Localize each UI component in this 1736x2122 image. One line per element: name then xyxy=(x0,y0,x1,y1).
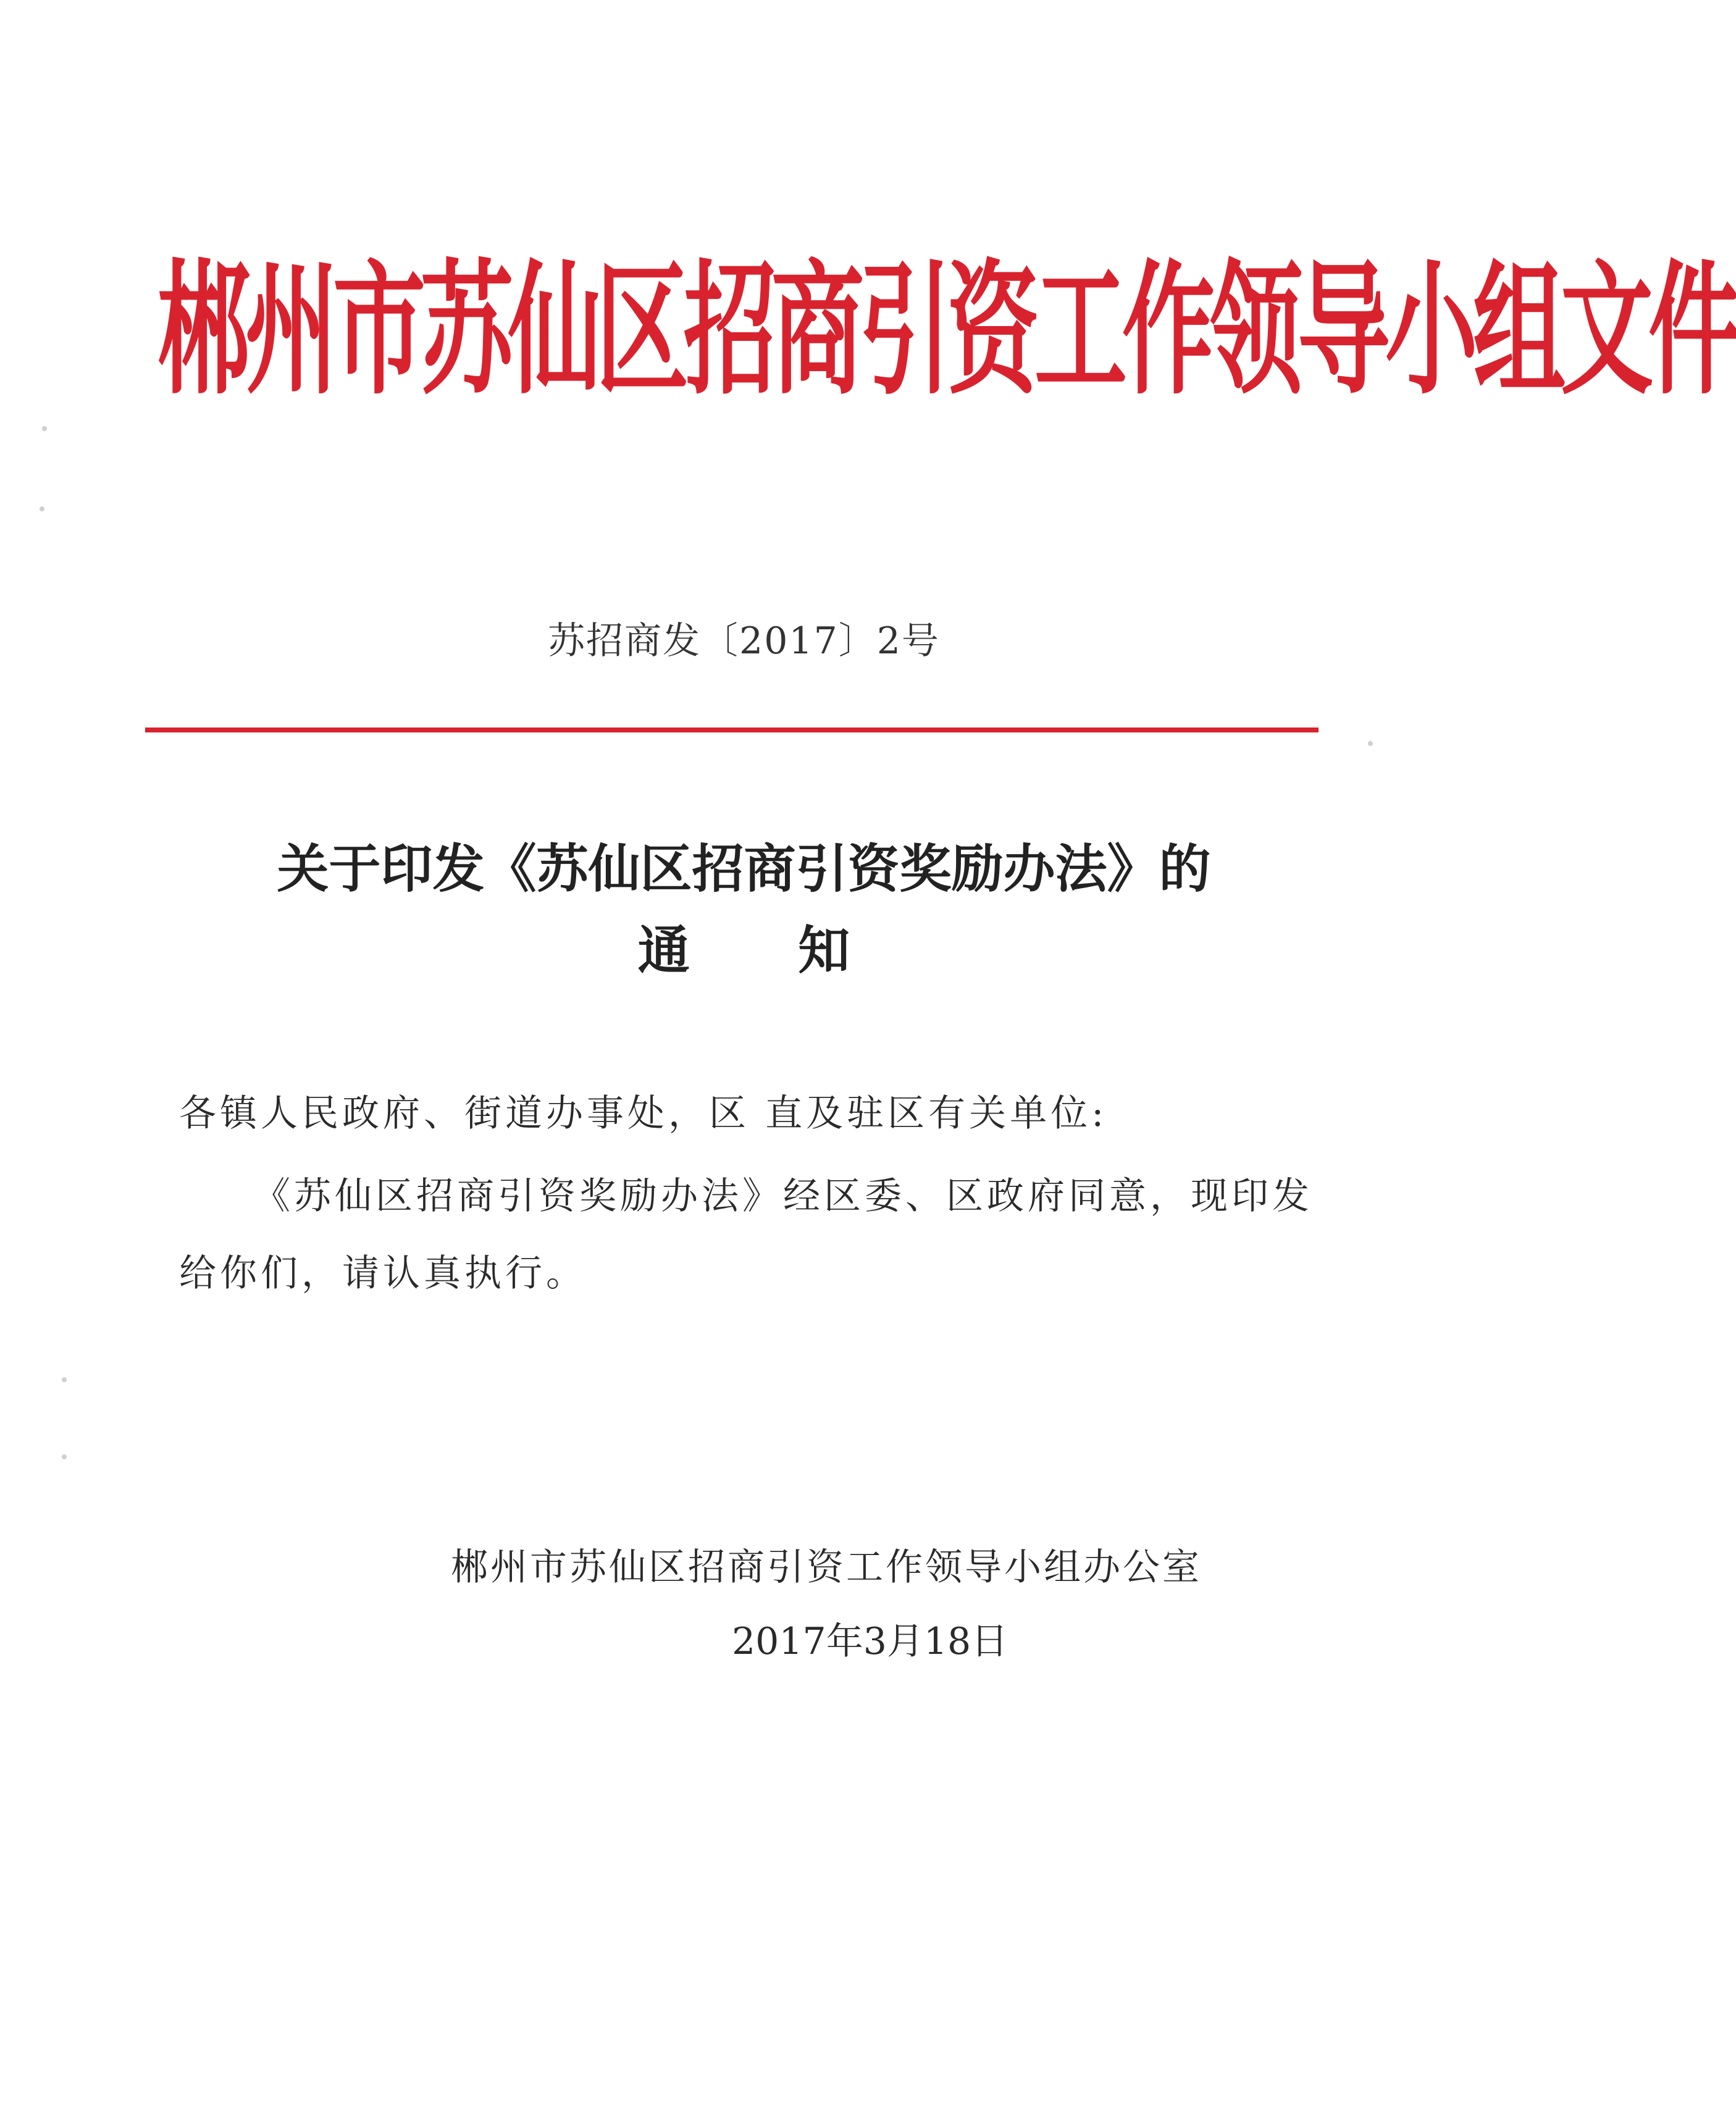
salutation: 各镇人民政府、街道办事处，区 直及驻区有关单位: xyxy=(179,1092,1108,1135)
scan-speck xyxy=(62,1454,67,1459)
scan-speck xyxy=(62,1377,67,1382)
signature-organization: 郴州市苏仙区招商引资工作领导小组办公室 xyxy=(451,1546,1202,1589)
scan-speck xyxy=(1368,741,1373,746)
body-paragraph: 《苏仙区招商引资奖励办法》经区委、区政府同意，现印发给你们，请认真执行。 xyxy=(179,1175,1313,1295)
document-number: 苏招商发〔2017〕2号 xyxy=(548,619,940,663)
issuer-header-title: 郴州市苏仙区招商引资工作领导小组文件 xyxy=(157,248,1736,415)
signature-date: 2017年3月18日 xyxy=(732,1620,1008,1663)
notice-title-line-1: 关于印发《苏仙区招商引资奖励办法》的 xyxy=(277,839,1211,899)
notice-title-line-2: 通 知 xyxy=(637,920,850,981)
scan-speck xyxy=(40,506,44,511)
scan-speck xyxy=(42,426,47,431)
red-divider-line xyxy=(145,728,1319,732)
